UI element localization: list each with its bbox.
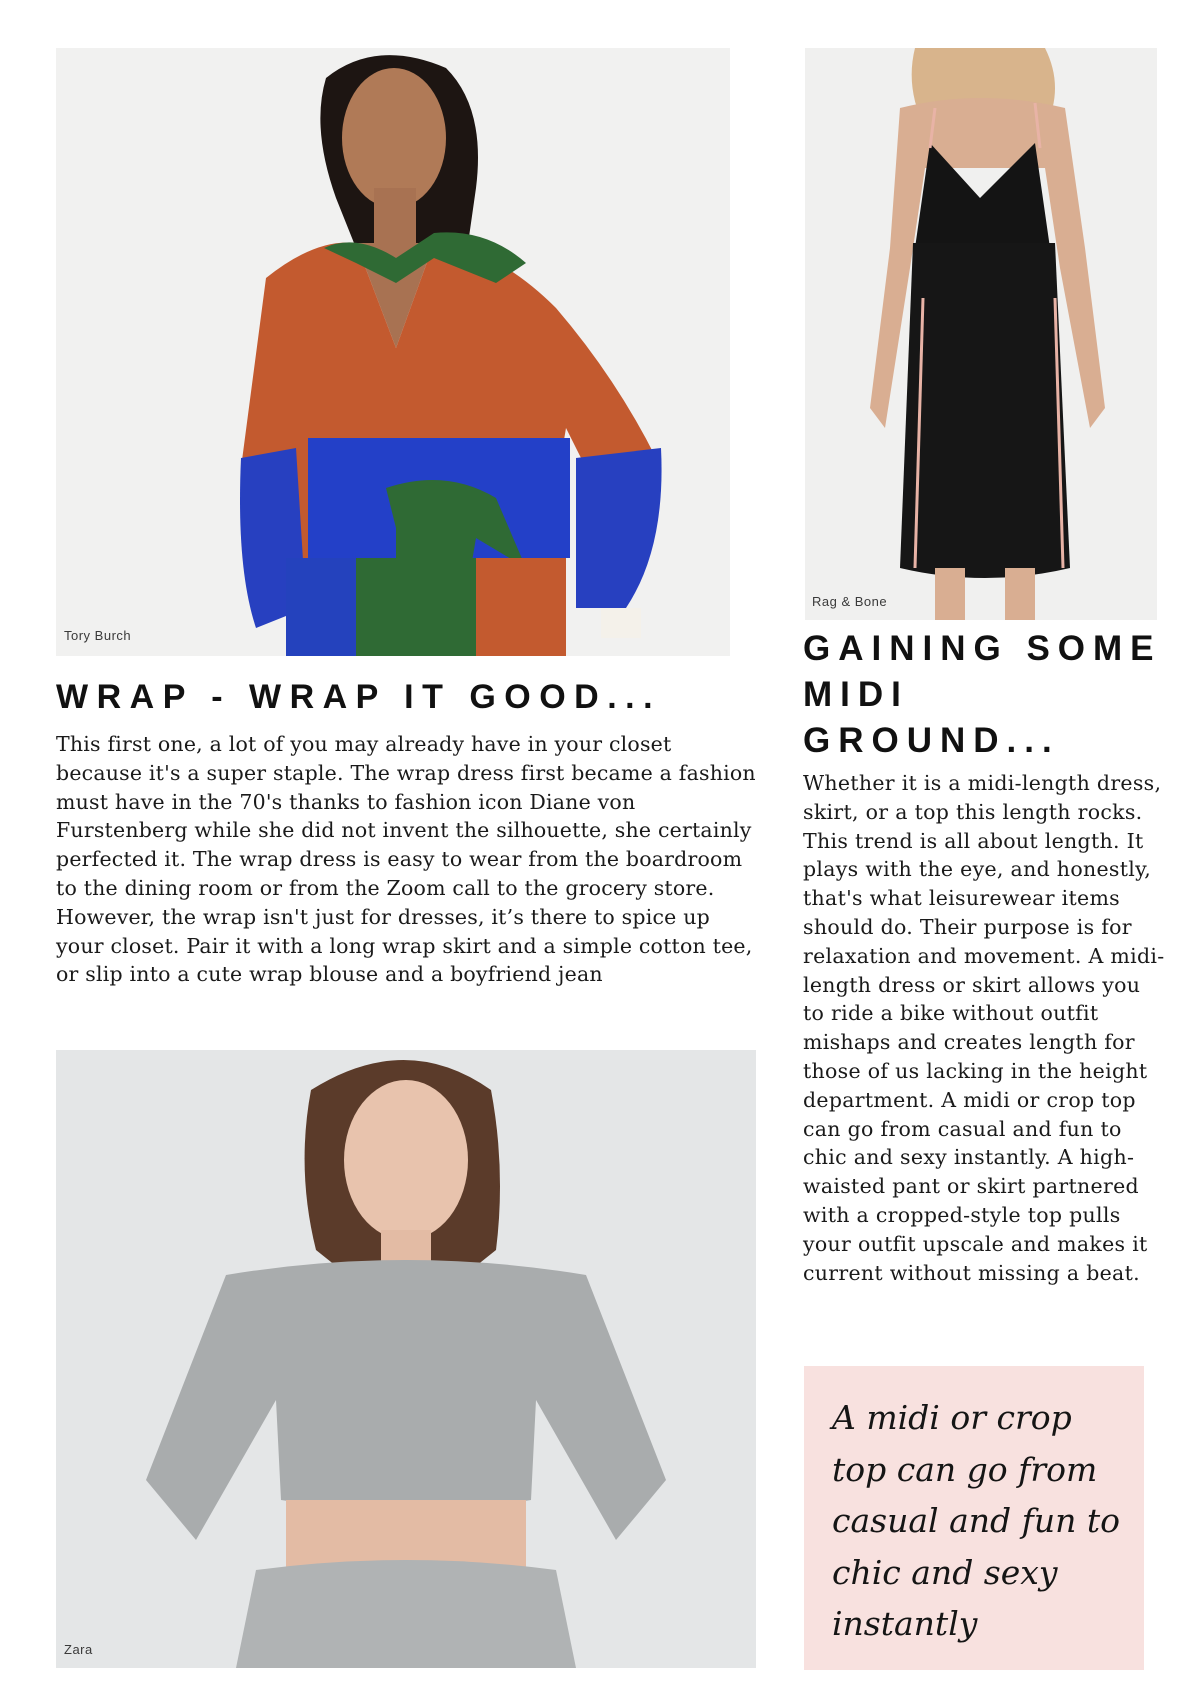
pull-quote-box (804, 1366, 1144, 1670)
midi-section-heading: GAINING SOME MIDI GROUND... (803, 629, 1162, 760)
photo-credit-zara: Zara (64, 1642, 93, 1657)
wrap-dress-illustration (56, 48, 730, 656)
tory-burch-photo (56, 48, 730, 656)
crop-top-illustration (56, 1050, 756, 1668)
rag-and-bone-photo (805, 48, 1157, 620)
wrap-section-body: This first one, a lot of you may already have in your closet because it's a super staple. The wrap dress first became a fashion must have in the 70's thanks to fashion icon Diane von Furstenberg while she did not invent the silhouette, she certainly perfected it. The wrap dress is easy to wear from the boardroom to the dining room or from the Zoom call to the grocery store. However, the wrap isn't just for dresses, it’s there to spice up your closet. Pair it with a long wrap skirt and a simple cotton tee, or slip into a cute wrap blouse and a boyfriend jean (56, 732, 756, 987)
photo-credit-tory-burch: Tory Burch (64, 628, 132, 643)
midi-section-body: Whether it is a midi-length dress, skirt, or a top this length rocks. This trend is all about length. It plays with the eye, and honestly, that's what leisurewear items should do. Their purpose is for relaxation and movement. A midi-length dress or skirt allows you to ride a bike without outfit mishaps and creates length for those of us lacking in the height department. A midi or crop top can go from casual and fun to chic and sexy instantly. A high-waisted pant or skirt partnered with a cropped-style top pulls your outfit upscale and makes it current without missing a beat. (803, 771, 1165, 1285)
photo-credit-rag-and-bone: Rag & Bone (812, 594, 888, 609)
wrap-section-heading: WRAP - WRAP IT GOOD... (56, 678, 662, 716)
slip-dress-illustration (805, 48, 1157, 620)
pull-quote-text: A midi or crop top can go from casual and fun to chic and sexy instantly (832, 1398, 1120, 1643)
zara-photo (56, 1050, 756, 1668)
